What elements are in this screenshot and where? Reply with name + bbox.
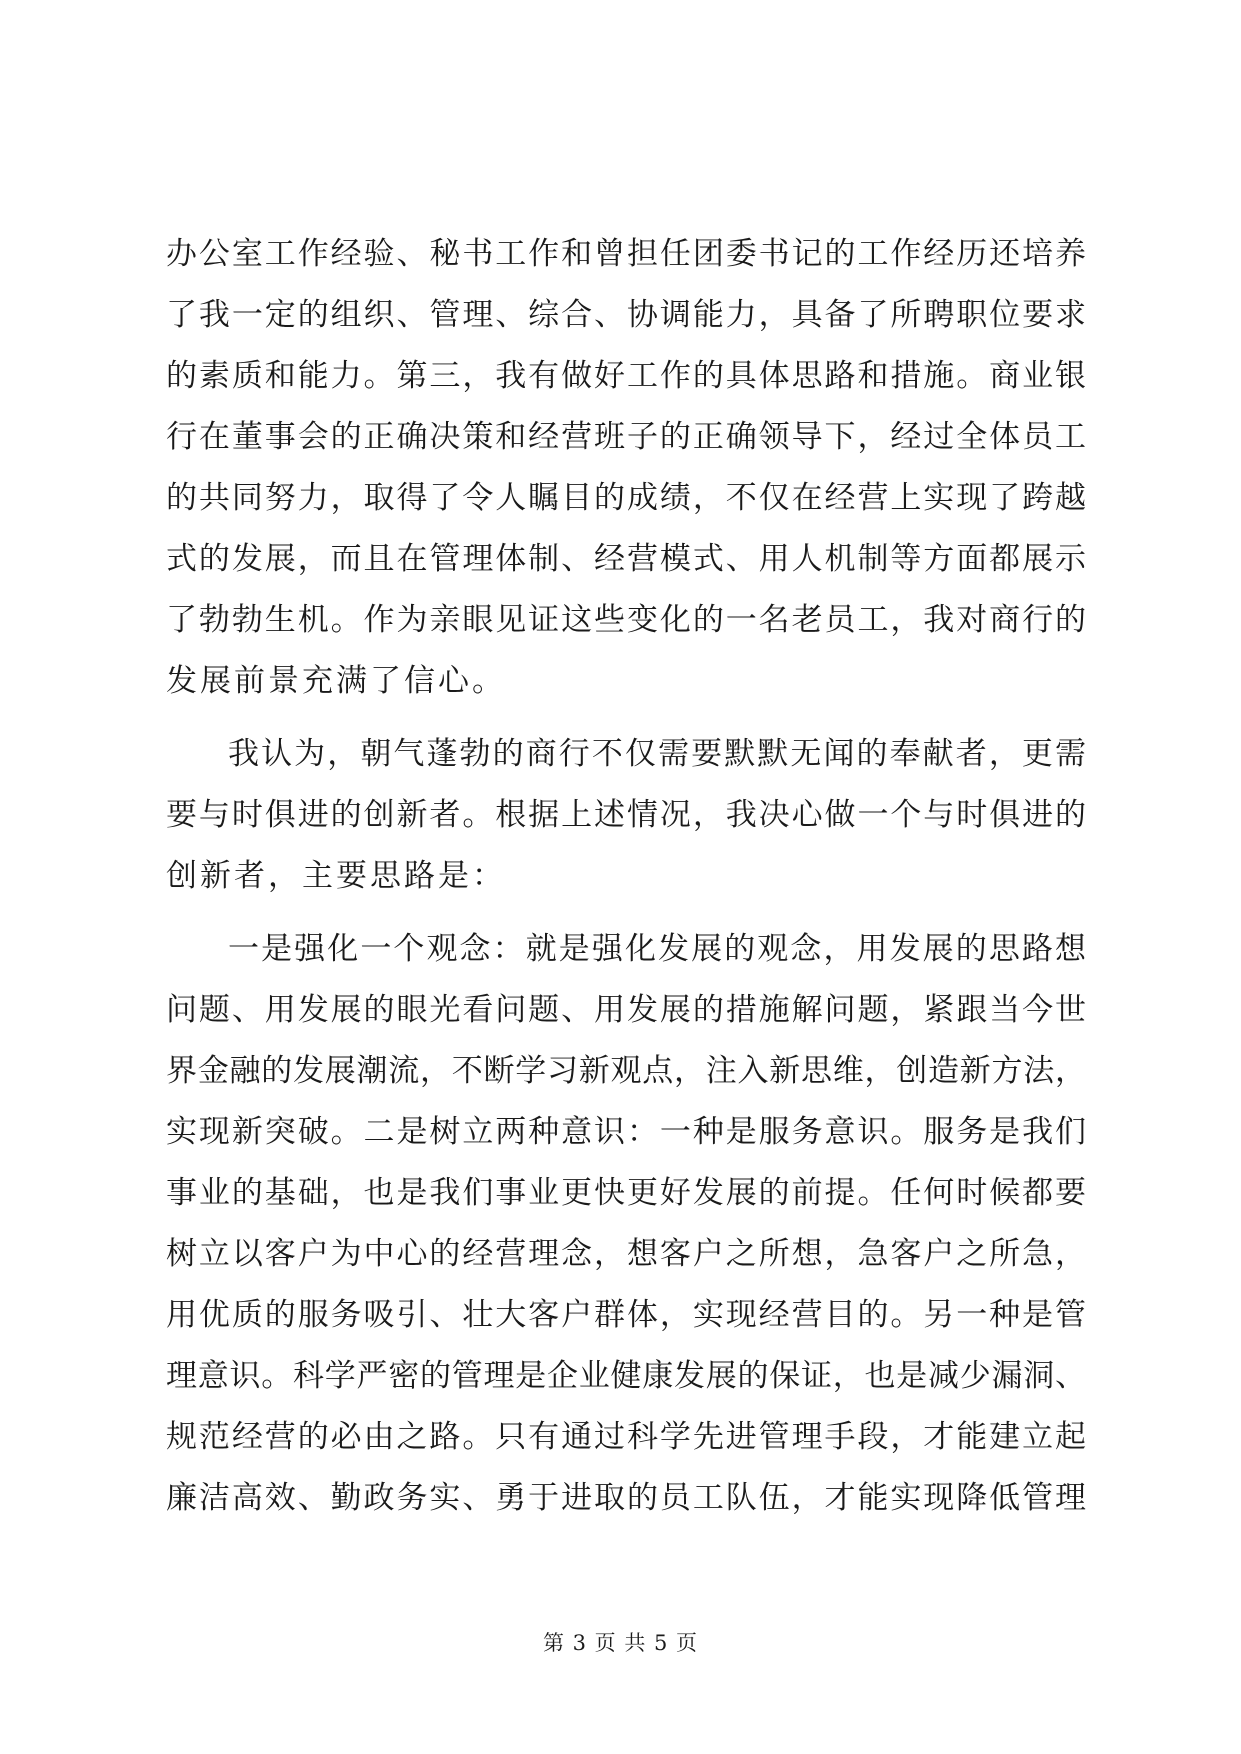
paragraph-gap [166, 712, 1086, 724]
text-line: 廉洁高效、勤政务实、勇于进取的员工队伍，才能实现降低管理 [166, 1480, 1086, 1516]
text-line: 用优质的服务吸引、壮大客户群体，实现经营目的。另一种是管 [166, 1297, 1086, 1333]
text-line: 问题、用发展的眼光看问题、用发展的措施解问题，紧跟当今世 [166, 992, 1086, 1028]
text-line: 要与时俱进的创新者。根据上述情况，我决心做一个与时俱进的 [166, 797, 1086, 833]
paragraph-1 [166, 224, 1086, 712]
text-line: 的共同努力，取得了令人瞩目的成绩，不仅在经营上实现了跨越 [166, 480, 1086, 516]
text-line: 的素质和能力。第三，我有做好工作的具体思路和措施。商业银 [166, 358, 1086, 394]
text-line: 了我一定的组织、管理、综合、协调能力，具备了所聘职位要求 [166, 297, 1086, 333]
text-line: 行在董事会的正确决策和经营班子的正确领导下，经过全体员工 [166, 419, 1086, 455]
page-number-footer: 第 3 页 共 5 页 [542, 1631, 699, 1655]
text-line: 一是强化一个观念：就是强化发展的观念，用发展的思路想 [228, 931, 1086, 967]
text-line: 创新者，主要思路是： [166, 858, 506, 894]
paragraph-2 [166, 724, 1086, 907]
text-line: 我认为，朝气蓬勃的商行不仅需要默默无闻的奉献者，更需 [228, 736, 1086, 772]
text-line: 界金融的发展潮流，不断学习新观点，注入新思维，创造新方法， [166, 1053, 1086, 1089]
text-line: 事业的基础，也是我们事业更快更好发展的前提。任何时候都要 [166, 1175, 1086, 1211]
text-line: 理意识。科学严密的管理是企业健康发展的保证，也是减少漏洞、 [166, 1358, 1086, 1394]
text-line: 式的发展，而且在管理体制、经营模式、用人机制等方面都展示 [166, 541, 1086, 577]
text-line: 规范经营的必由之路。只有通过科学先进管理手段，才能建立起 [166, 1419, 1086, 1455]
document-body [166, 224, 1086, 1529]
text-line: 实现新突破。二是树立两种意识：一种是服务意识。服务是我们 [166, 1114, 1086, 1150]
text-line: 树立以客户为中心的经营理念，想客户之所想，急客户之所急， [166, 1236, 1086, 1272]
text-line: 了勃勃生机。作为亲眼见证这些变化的一名老员工，我对商行的 [166, 602, 1086, 638]
paragraph-3 [166, 919, 1086, 1529]
text-line: 发展前景充满了信心。 [166, 663, 506, 699]
paragraph-gap [166, 907, 1086, 919]
text-line: 办公室工作经验、秘书工作和曾担任团委书记的工作经历还培养 [166, 236, 1086, 272]
